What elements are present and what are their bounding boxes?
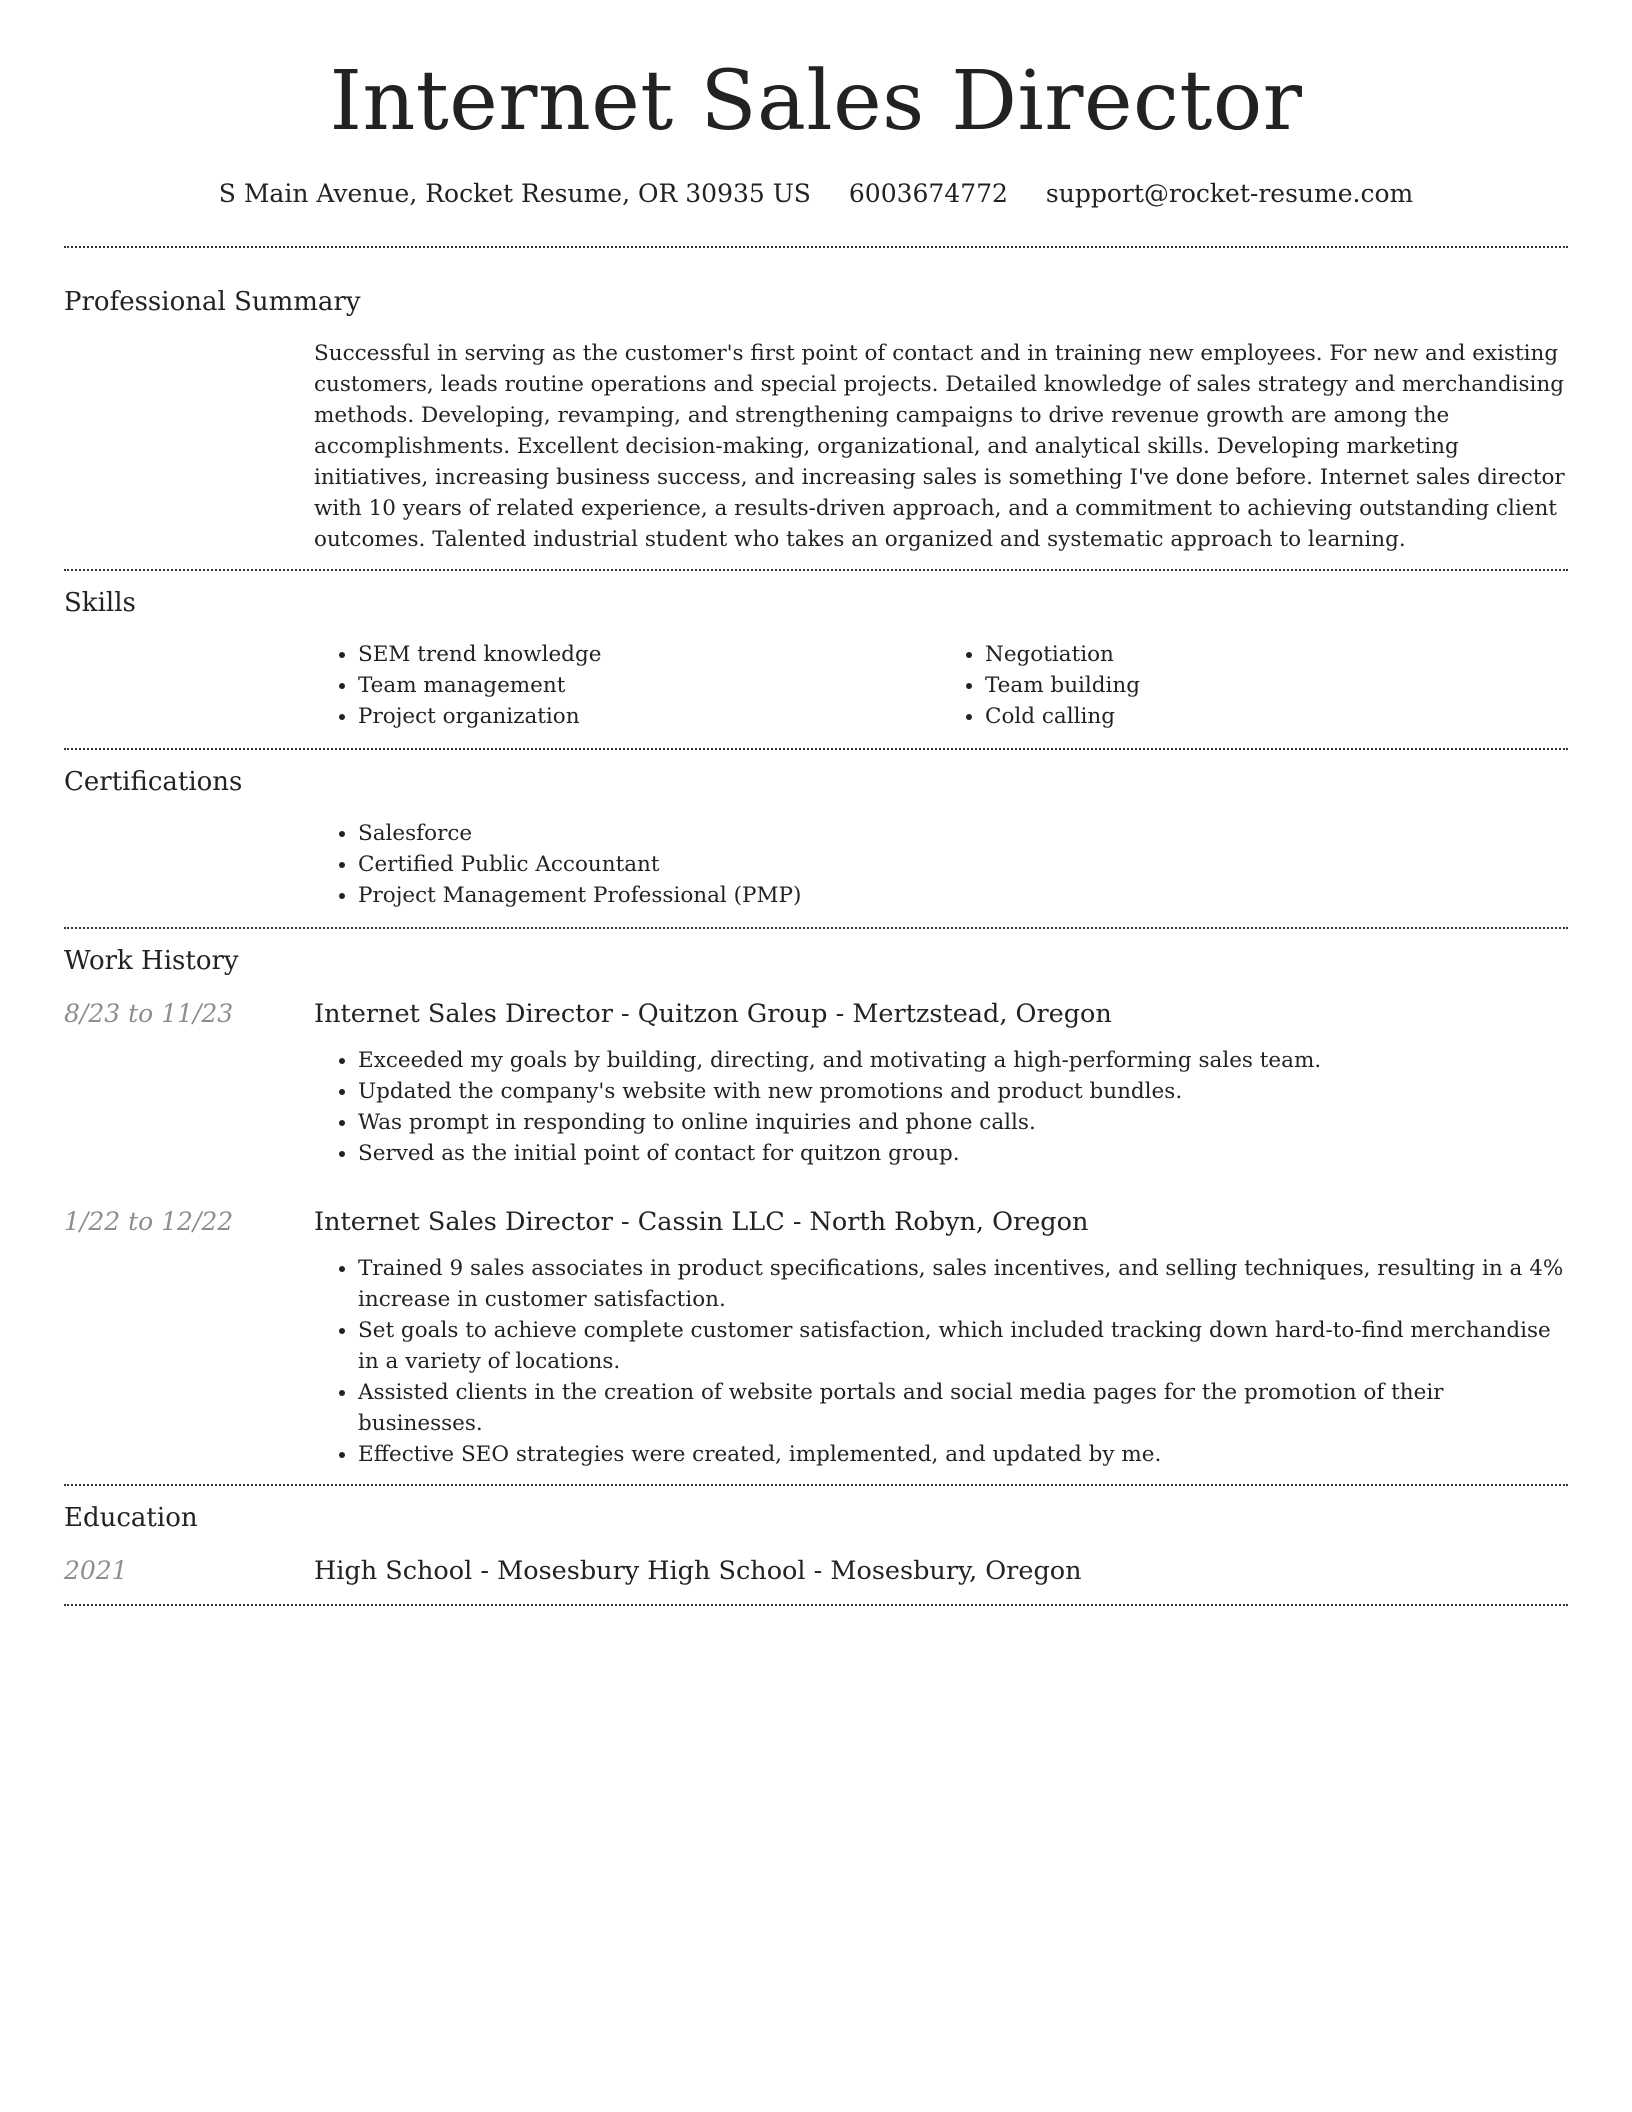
job-bullets	[314, 1045, 1568, 1169]
job-title: Internet Sales Director - Quitzon Group - Mertzstead, Oregon	[314, 999, 1112, 1029]
skills-list-right	[941, 639, 1568, 732]
skill-item: • Project organization	[358, 701, 941, 732]
section-title: Certifications	[64, 767, 243, 797]
work-history-section	[64, 929, 1568, 1470]
summary-section	[64, 248, 1568, 555]
skill-item: • Team management	[358, 670, 941, 701]
job-dates: 1/22 to 12/22	[64, 1207, 234, 1236]
phone: 6003674772	[848, 179, 1008, 208]
certifications-section	[64, 750, 1568, 927]
skill-item: • Team building	[985, 670, 1568, 701]
certification-item: • Project Management Professional (PMP)	[358, 880, 1568, 911]
candidate-name: Internet Sales Director	[329, 54, 1303, 149]
job-bullet: • Trained 9 sales associates in product specifications, sales incentives, and selling techniques, resulting in a 4% increase in customer satisfaction.	[358, 1253, 1568, 1315]
job-bullet: • Updated the company's website with new promotions and product bundles.	[358, 1076, 1568, 1107]
skill-item: • Cold calling	[985, 701, 1568, 732]
education-year: 2021	[64, 1556, 128, 1585]
skills-list-left	[314, 639, 941, 732]
certification-item: • Salesforce	[358, 818, 1568, 849]
section-title: Skills	[64, 588, 136, 618]
certification-item: • Certified Public Accountant	[358, 849, 1568, 880]
section-title: Education	[64, 1503, 198, 1533]
job-bullet: • Set goals to achieve complete customer satisfaction, which included tracking down hard-to-find merchandise in a variety of locations.	[358, 1315, 1568, 1377]
skill-item: • Negotiation	[985, 639, 1568, 670]
skills-columns	[314, 639, 1568, 732]
job-entry	[64, 997, 1568, 1169]
skill-item: • SEM trend knowledge	[358, 639, 941, 670]
summary-text: Successful in serving as the customer's first point of contact and in training new employees. For new and existing customers, leads routine operations and special projects. Detailed knowledge of sales strategy and merchandising methods. Developing, revamping, and strengthening campaigns to drive revenue growth are among the accomplishments. Excellent decision-making, organizational, and analytical skills. Developing marketing initiatives, increasing business success, and increasing sales is something I've done before. Internet sales director with 10 years of related experience, a results-driven approach, and a commitment to achieving outstanding client outcomes. Talented industrial student who takes an organized and systematic approach to learning.	[314, 341, 1565, 552]
section-title: Professional Summary	[64, 287, 361, 317]
job-bullet: • Effective SEO strategies were created, implemented, and updated by me.	[358, 1439, 1568, 1470]
job-dates: 8/23 to 11/23	[64, 999, 234, 1028]
job-bullets	[314, 1253, 1568, 1470]
divider	[64, 1604, 1568, 1606]
job-bullet: • Exceeded my goals by building, directing, and motivating a high-performing sales team.	[358, 1045, 1568, 1076]
skills-section	[64, 571, 1568, 748]
education-section	[64, 1486, 1568, 1588]
job-bullet: • Assisted clients in the creation of website portals and social media pages for the promotion of their businesses.	[358, 1377, 1568, 1439]
job-bullet: • Served as the initial point of contact for quitzon group.	[358, 1138, 1568, 1169]
education-title: High School - Mosesbury High School - Mosesbury, Oregon	[314, 1556, 1082, 1586]
job-entry	[64, 1205, 1568, 1470]
job-title: Internet Sales Director - Cassin LLC - North Robyn, Oregon	[314, 1207, 1089, 1237]
resume-header	[64, 0, 1568, 210]
contact-line	[64, 178, 1568, 210]
email: support@rocket-resume.com	[1045, 179, 1414, 208]
job-bullet: • Was prompt in responding to online inquiries and phone calls.	[358, 1107, 1568, 1138]
certifications-list	[314, 818, 1568, 911]
address: S Main Avenue, Rocket Resume, OR 30935 US	[218, 179, 811, 208]
section-title: Work History	[64, 946, 239, 976]
education-entry	[64, 1554, 1568, 1588]
